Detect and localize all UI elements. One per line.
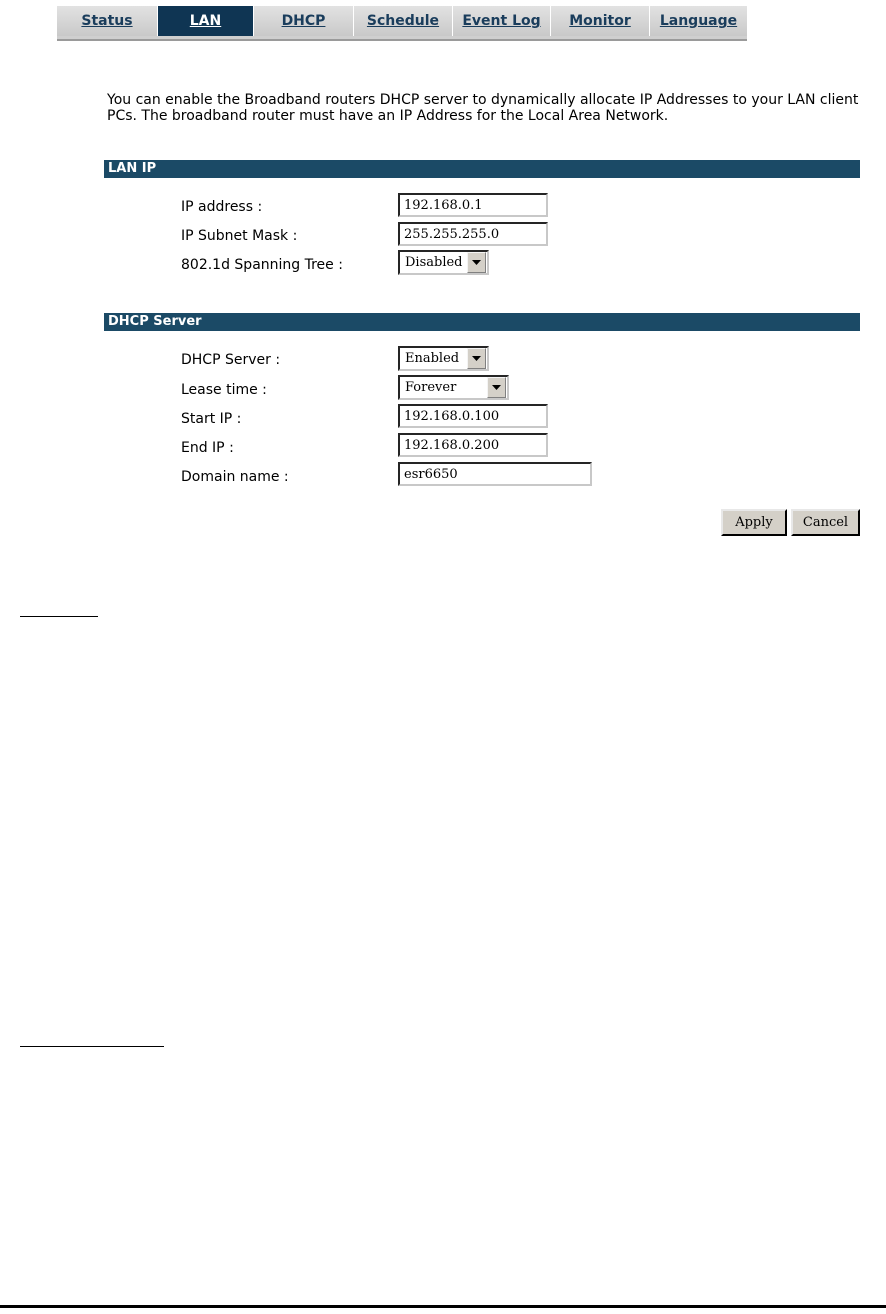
tab-status[interactable]: Status <box>57 6 157 36</box>
start-ip-input[interactable] <box>398 404 548 428</box>
end-ip-input[interactable] <box>398 433 548 457</box>
cancel-button[interactable]: Cancel <box>791 509 860 536</box>
heading-underline <box>20 1046 164 1047</box>
tab-language[interactable]: Language <box>649 6 747 36</box>
dhcp-server-label: DHCP Server : <box>181 352 281 368</box>
tab-monitor[interactable]: Monitor <box>550 6 649 36</box>
apply-button[interactable]: Apply <box>721 509 787 536</box>
top-tab-bar <box>57 6 747 41</box>
lease-time-label: Lease time : <box>181 382 267 398</box>
chevron-down-icon[interactable] <box>487 377 506 398</box>
tab-lan[interactable]: LAN <box>157 6 253 36</box>
ip-address-label: IP address : <box>181 199 263 215</box>
dhcp-server-select[interactable] <box>398 346 489 371</box>
tab-event-log[interactable]: Event Log <box>452 6 550 36</box>
lease-time-value: Forever <box>405 380 457 395</box>
page-footer-rule <box>0 1305 886 1308</box>
lease-time-select[interactable] <box>398 375 509 400</box>
dhcp-server-value: Enabled <box>405 351 460 366</box>
spanning-tree-value: Disabled <box>405 255 463 270</box>
end-ip-label: End IP : <box>181 440 234 456</box>
subnet-mask-label: IP Subnet Mask : <box>181 228 298 244</box>
tab-dhcp[interactable]: DHCP <box>253 6 353 36</box>
start-ip-label: Start IP : <box>181 411 242 427</box>
spanning-tree-select[interactable] <box>398 250 489 275</box>
subnet-mask-input[interactable] <box>398 222 548 246</box>
lan-ip-section-header: LAN IP <box>104 160 860 178</box>
domain-name-input[interactable] <box>398 462 592 486</box>
chevron-down-icon[interactable] <box>467 252 486 273</box>
chevron-down-icon[interactable] <box>467 348 486 369</box>
spanning-tree-label: 802.1d Spanning Tree : <box>181 257 343 273</box>
page-description: You can enable the Broadband routers DHCP server to dynamically allocate IP Addresses to your LAN client PCs. The broadband router must have an IP Address for the Local Area Network. <box>107 92 859 124</box>
heading-underline <box>20 616 98 617</box>
tab-schedule[interactable]: Schedule <box>353 6 452 36</box>
dhcp-server-section-header: DHCP Server <box>104 313 860 331</box>
ip-address-input[interactable] <box>398 193 548 217</box>
domain-name-label: Domain name : <box>181 469 289 485</box>
